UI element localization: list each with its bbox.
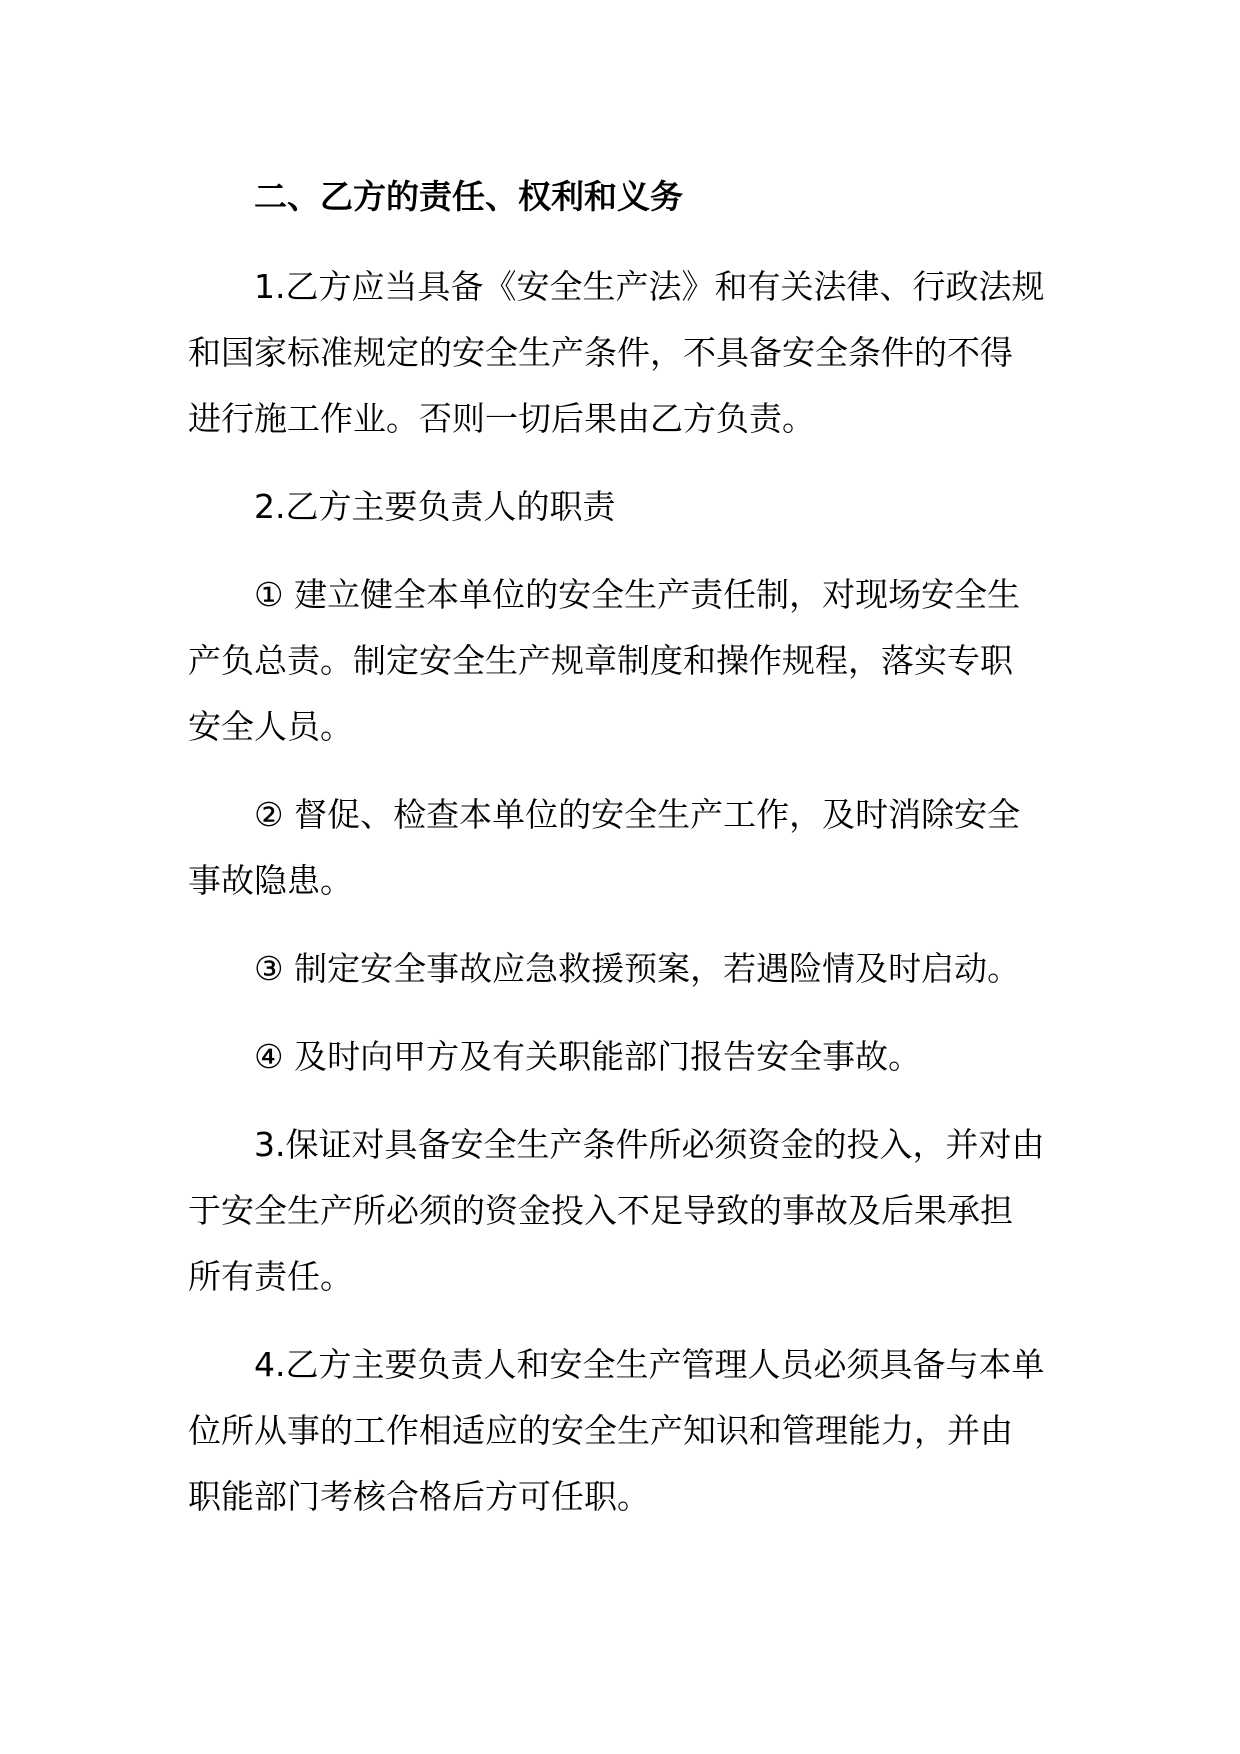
paragraph-line: 于安全生产所必须的资金投入不足导致的事故及后果承担 xyxy=(188,1191,1013,1230)
paragraph-line: 事故隐患。 xyxy=(188,861,353,900)
paragraph-line: ④ 及时向甲方及有关职能部门报告安全事故。 xyxy=(254,1037,922,1076)
sub-item-4 xyxy=(188,1024,1148,1090)
paragraph-line: 2.乙方主要负责人的职责 xyxy=(254,487,616,526)
paragraph-item-3 xyxy=(188,1112,1148,1310)
paragraph-line: 和国家标准规定的安全生产条件，不具备安全条件的不得 xyxy=(188,333,1013,372)
paragraph-item-1 xyxy=(188,254,1148,452)
section-heading: 二、乙方的责任、权利和义务 xyxy=(254,177,683,216)
paragraph-line: 位所从事的工作相适应的安全生产知识和管理能力，并由 xyxy=(188,1411,1013,1450)
document-body xyxy=(188,164,1148,1552)
paragraph-line: 3.保证对具备安全生产条件所必须资金的投入，并对由 xyxy=(254,1125,1045,1164)
paragraph-line: 1.乙方应当具备《安全生产法》和有关法律、行政法规 xyxy=(254,267,1045,306)
paragraph-line: 安全人员。 xyxy=(188,707,353,746)
paragraph-line: 进行施工作业。否则一切后果由乙方负责。 xyxy=(188,399,815,438)
paragraph-line: ② 督促、检查本单位的安全生产工作，及时消除安全 xyxy=(254,795,1021,834)
sub-item-3 xyxy=(188,936,1148,1002)
paragraph-line: 产负总责。制定安全生产规章制度和操作规程，落实专职 xyxy=(188,641,1013,680)
paragraph-line: ① 建立健全本单位的安全生产责任制，对现场安全生 xyxy=(254,575,1021,614)
sub-item-2 xyxy=(188,782,1148,914)
paragraph-line: ③ 制定安全事故应急救援预案，若遇险情及时启动。 xyxy=(254,949,1021,988)
paragraph-item-2 xyxy=(188,474,1148,540)
paragraph-line: 所有责任。 xyxy=(188,1257,353,1296)
paragraph-item-4 xyxy=(188,1332,1148,1530)
paragraph-line: 4.乙方主要负责人和安全生产管理人员必须具备与本单 xyxy=(254,1345,1045,1384)
sub-item-1 xyxy=(188,562,1148,760)
paragraph-line: 职能部门考核合格后方可任职。 xyxy=(188,1477,650,1516)
